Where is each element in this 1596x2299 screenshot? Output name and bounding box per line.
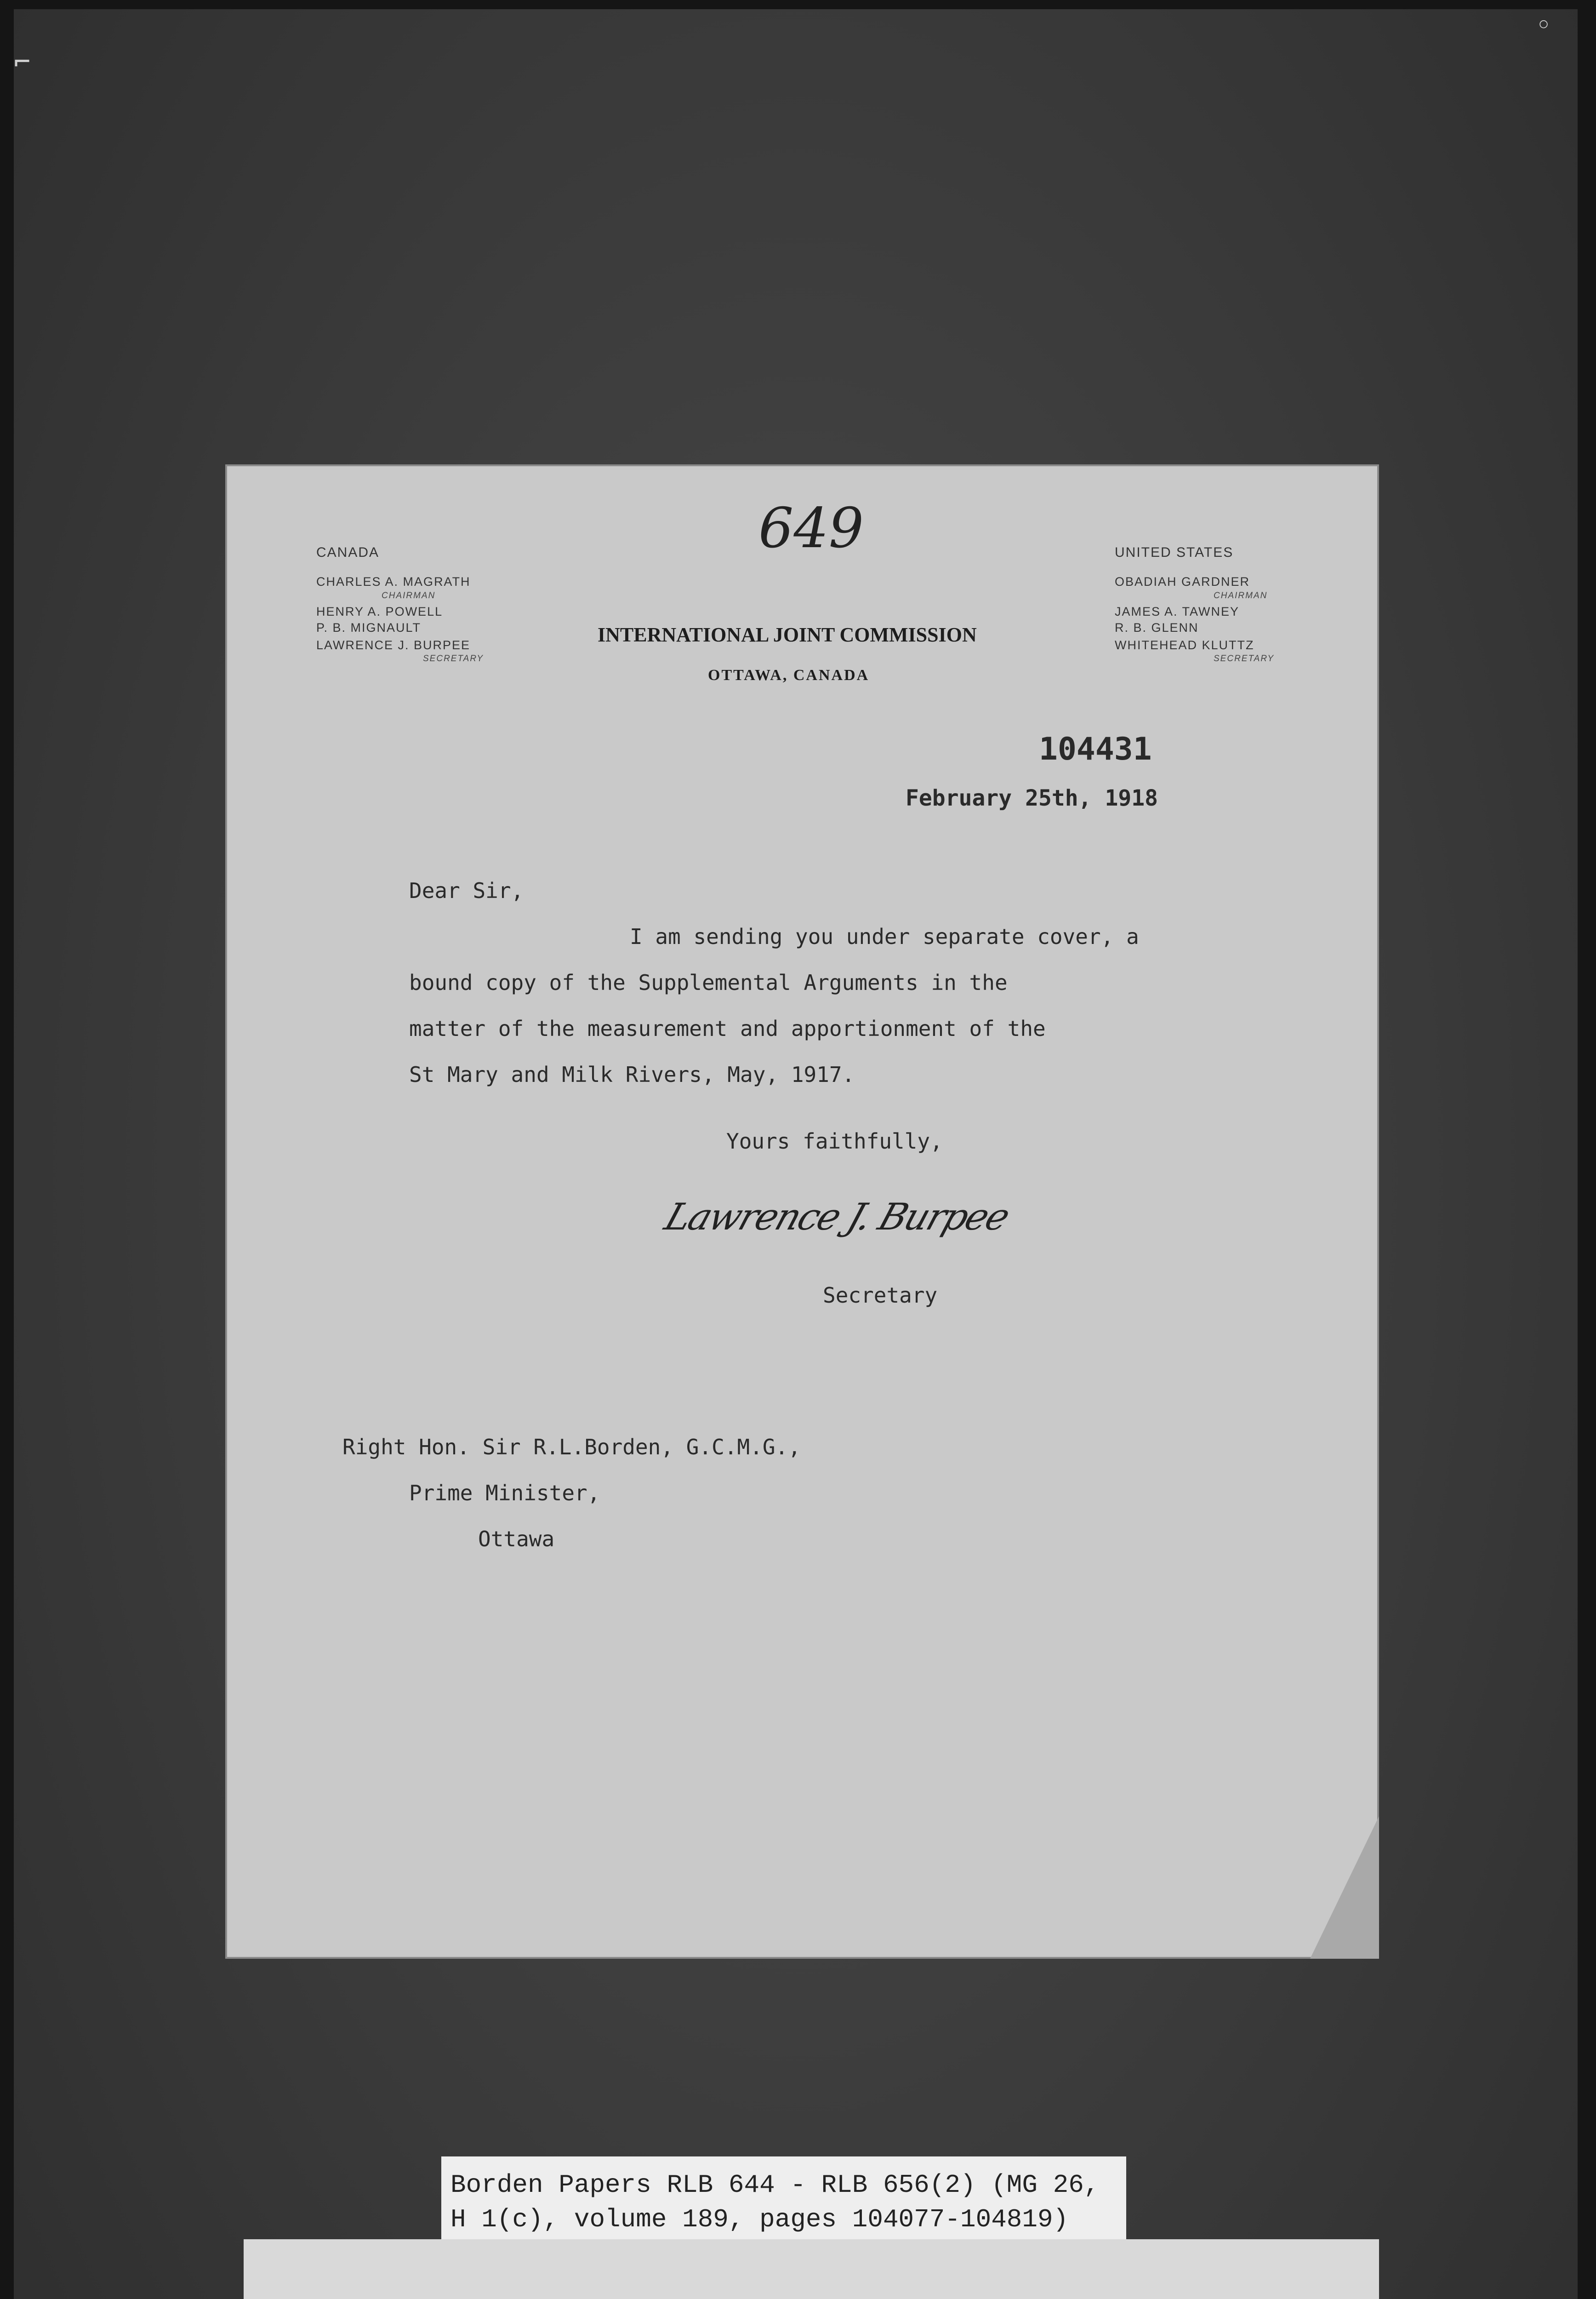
signature: Lawrence J. Burpee <box>659 1195 1015 1238</box>
letterhead-right-country: UNITED STATES <box>1115 545 1234 560</box>
body-line: matter of the measurement and apportionment of the <box>409 1016 1046 1041</box>
closing: Yours faithfully, <box>726 1129 943 1154</box>
recipient-line: Ottawa <box>478 1527 555 1551</box>
caption-box <box>441 2156 1126 2248</box>
letterhead-left-member: CHARLES A. MAGRATH <box>316 575 471 589</box>
letter-page <box>225 464 1379 1959</box>
frame-edge-top <box>0 0 1596 9</box>
body-line: bound copy of the Supplemental Arguments in the <box>409 970 1008 995</box>
caption-line: H 1(c), volume 189, pages 104077-104819) <box>450 2205 1069 2234</box>
letterhead-left-member: HENRY A. POWELL <box>316 605 443 618</box>
letterhead-location: OTTAWA, CANADA <box>708 667 870 684</box>
frame-edge-right <box>1578 0 1596 2299</box>
letterhead-right-role: SECRETARY <box>1214 654 1275 663</box>
letterhead-right-member: R. B. GLENN <box>1115 621 1199 635</box>
letterhead-left-role: SECRETARY <box>423 654 484 663</box>
letter-date: February 25th, 1918 <box>906 785 1158 811</box>
frame-edge-left <box>0 0 14 2299</box>
signer-title: Secretary <box>823 1283 938 1308</box>
salutation: Dear Sir, <box>409 878 524 903</box>
archive-label <box>244 2239 1379 2299</box>
document-number: 104431 <box>1039 731 1152 767</box>
letterhead-right-member: WHITEHEAD KLUTTZ <box>1115 638 1254 652</box>
frame-corner-mark: ⌐ <box>14 46 31 78</box>
letterhead-left-country: CANADA <box>316 545 380 560</box>
body-line: I am sending you under separate cover, a <box>630 924 1139 949</box>
letterhead-right-member: OBADIAH GARDNER <box>1115 575 1250 589</box>
recipient-line: Right Hon. Sir R.L.Borden, G.C.M.G., <box>342 1435 801 1459</box>
letterhead-title: INTERNATIONAL JOINT COMMISSION <box>598 623 977 646</box>
frame-corner-mark: ◦ <box>1535 9 1552 41</box>
letterhead-right-role: CHAIRMAN <box>1214 591 1268 600</box>
letterhead-left-member: LAWRENCE J. BURPEE <box>316 638 471 652</box>
letterhead-left-member: P. B. MIGNAULT <box>316 621 422 635</box>
body-line: St Mary and Milk Rivers, May, 1917. <box>409 1062 855 1087</box>
letterhead-left-role: CHAIRMAN <box>382 591 436 600</box>
handwritten-number: 649 <box>758 497 864 560</box>
letterhead-right-member: JAMES A. TAWNEY <box>1115 605 1240 618</box>
recipient-line: Prime Minister, <box>409 1481 600 1505</box>
caption-line: Borden Papers RLB 644 - RLB 656(2) (MG 26, <box>450 2170 1100 2200</box>
